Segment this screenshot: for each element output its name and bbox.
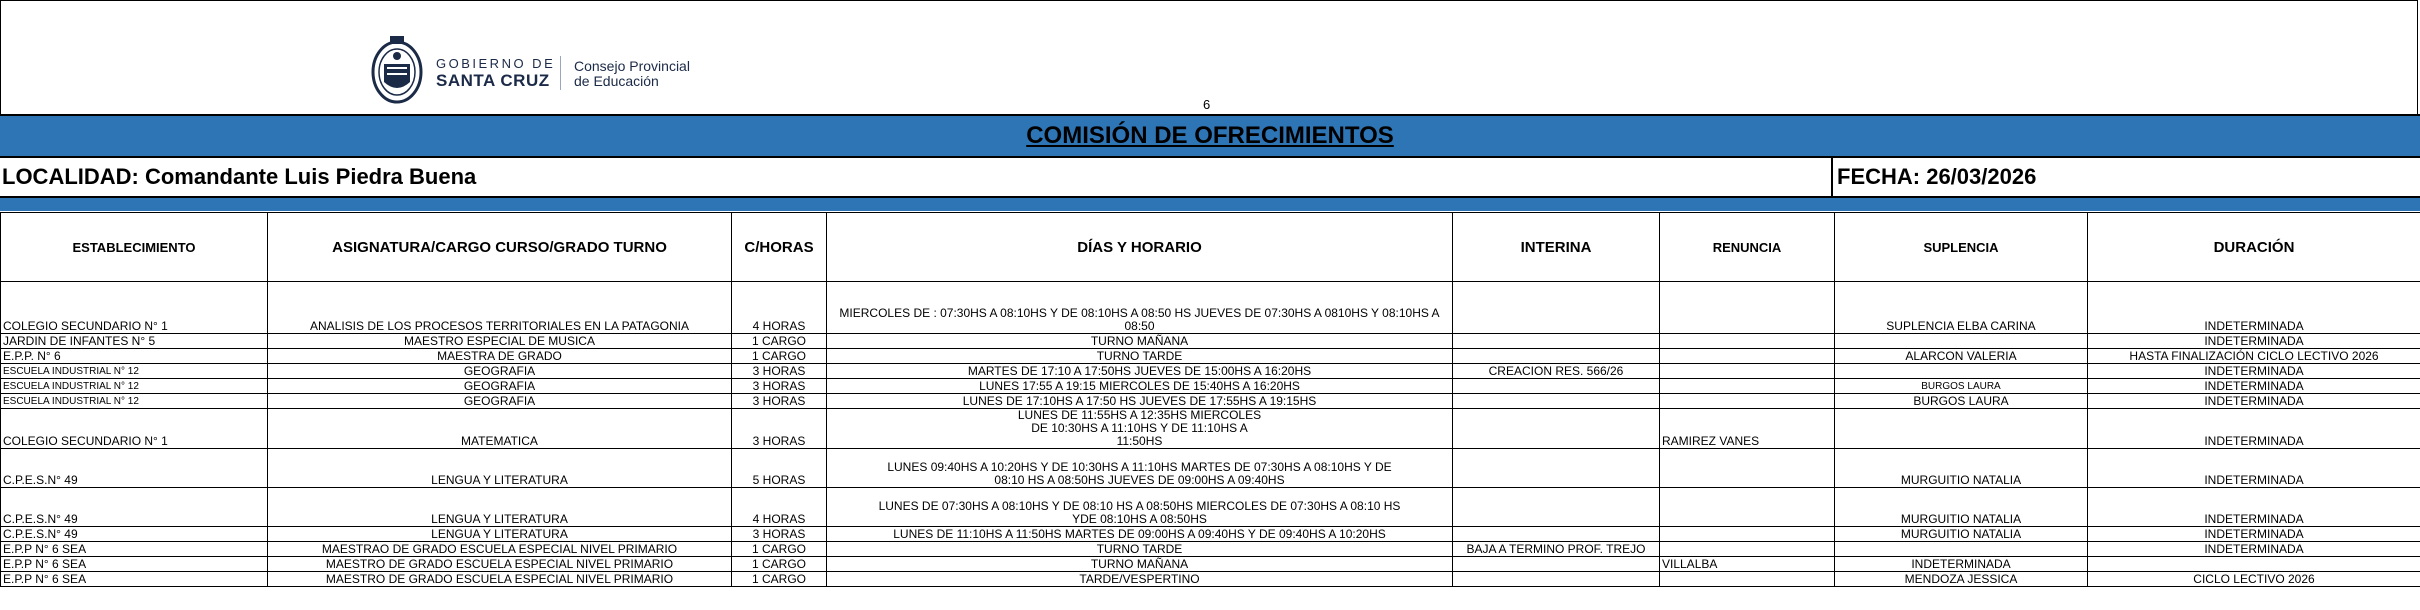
cell-asignatura: MAESTRA DE GRADO <box>268 349 732 364</box>
col-horario: DÍAS Y HORARIO <box>827 213 1453 282</box>
localidad-label: LOCALIDAD: Comandante Luis Piedra Buena <box>0 158 1833 196</box>
cell-duracion: INDETERMINADA <box>2088 379 2420 394</box>
cell-horario: TURNO MAÑANA <box>827 334 1453 349</box>
cell-establecimiento: E.P.P N° 6 SEA <box>1 557 268 572</box>
cell-establecimiento: ESCUELA INDUSTRIAL N° 12 <box>1 364 268 379</box>
table-row <box>1 282 2420 334</box>
table-row <box>1 379 2420 394</box>
cell-asignatura: LENGUA Y LITERATURA <box>268 449 732 488</box>
cell-renuncia <box>1660 282 1835 334</box>
cell-horas: 1 CARGO <box>732 572 827 587</box>
cell-renuncia: RAMIREZ VANES <box>1660 409 1835 449</box>
table-row <box>1 449 2420 488</box>
cell-establecimiento: E.P.P N° 6 SEA <box>1 542 268 557</box>
cell-horas: 4 HORAS <box>732 488 827 527</box>
cell-renuncia <box>1660 542 1835 557</box>
cell-establecimiento: COLEGIO SECUNDARIO N° 1 <box>1 282 268 334</box>
header-frame <box>0 0 2418 114</box>
cell-duracion: INDETERMINADA <box>2088 282 2420 334</box>
cell-asignatura: MAESTRO DE GRADO ESCUELA ESPECIAL NIVEL PRIMARIO <box>268 572 732 587</box>
cell-suplencia <box>1835 334 2088 349</box>
consejo-label: Consejo Provincial <box>574 58 690 74</box>
cell-renuncia <box>1660 334 1835 349</box>
cell-asignatura: MATEMATICA <box>268 409 732 449</box>
cell-interina <box>1453 282 1660 334</box>
cell-renuncia <box>1660 449 1835 488</box>
col-suplencia: SUPLENCIA <box>1835 213 2088 282</box>
cell-asignatura: GEOGRAFIA <box>268 379 732 394</box>
cell-asignatura: GEOGRAFIA <box>268 394 732 409</box>
cell-renuncia <box>1660 364 1835 379</box>
cell-suplencia <box>1835 364 2088 379</box>
cell-horas: 1 CARGO <box>732 349 827 364</box>
fecha-label: FECHA: 26/03/2026 <box>1837 164 2037 189</box>
cell-horas: 1 CARGO <box>732 334 827 349</box>
cell-asignatura: GEOGRAFIA <box>268 364 732 379</box>
offers-table <box>0 212 2420 587</box>
cell-horas: 5 HORAS <box>732 449 827 488</box>
cell-duracion: INDETERMINADA <box>2088 527 2420 542</box>
cell-horas: 1 CARGO <box>732 557 827 572</box>
cell-asignatura: MAESTRO ESPECIAL DE MUSICA <box>268 334 732 349</box>
cell-suplencia <box>1835 542 2088 557</box>
cell-establecimiento: E.P.P. N° 6 <box>1 349 268 364</box>
cell-horas: 3 HORAS <box>732 409 827 449</box>
col-duracion: DURACIÓN <box>2088 213 2420 282</box>
table-row <box>1 542 2420 557</box>
table-row <box>1 364 2420 379</box>
cell-suplencia: ALARCON VALERIA <box>1835 349 2088 364</box>
cell-duracion: HASTA FINALIZACIÓN CICLO LECTIVO 2026 <box>2088 349 2420 364</box>
cell-interina <box>1453 334 1660 349</box>
cell-duracion: CICLO LECTIVO 2026 <box>2088 572 2420 587</box>
cell-horario: LUNES DE 11:55HS A 12:35HS MIERCOLES DE 10:30HS A 11:10HS Y DE 11:10HS A 11:50HS <box>827 409 1453 449</box>
cell-horario: LUNES DE 11:10HS A 11:50HS MARTES DE 09:00HS A 09:40HS Y DE 09:40HS A 10:20HS <box>827 527 1453 542</box>
col-establecimiento: ESTABLECIMIENTO <box>1 213 268 282</box>
blue-separator <box>0 198 2420 211</box>
cell-asignatura: MAESTRO DE GRADO ESCUELA ESPECIAL NIVEL PRIMARIO <box>268 557 732 572</box>
cell-suplencia: INDETERMINADA <box>1835 557 2088 572</box>
cell-establecimiento: COLEGIO SECUNDARIO N° 1 <box>1 409 268 449</box>
cell-asignatura: MAESTRAO DE GRADO ESCUELA ESPECIAL NIVEL PRIMARIO <box>268 542 732 557</box>
cell-suplencia: MURGUITIO NATALIA <box>1835 527 2088 542</box>
page-number: 6 <box>1203 97 1211 112</box>
cell-renuncia <box>1660 488 1835 527</box>
cell-horas: 3 HORAS <box>732 394 827 409</box>
table-row <box>1 557 2420 572</box>
cell-interina <box>1453 409 1660 449</box>
cell-suplencia: MURGUITIO NATALIA <box>1835 488 2088 527</box>
cell-horario: LUNES DE 17:10HS A 17:50 HS JUEVES DE 17:55HS A 19:15HS <box>827 394 1453 409</box>
cell-interina <box>1453 557 1660 572</box>
cell-asignatura: LENGUA Y LITERATURA <box>268 527 732 542</box>
table-header-row <box>1 213 2420 282</box>
cell-interina <box>1453 449 1660 488</box>
cell-interina <box>1453 527 1660 542</box>
cell-suplencia <box>1835 409 2088 449</box>
location-row <box>0 158 2420 198</box>
cell-renuncia: VILLALBA <box>1660 557 1835 572</box>
cell-suplencia: SUPLENCIA ELBA CARINA <box>1835 282 2088 334</box>
cell-horario: LUNES 17:55 A 19:15 MIERCOLES DE 15:40HS A 16:20HS <box>827 379 1453 394</box>
cell-interina <box>1453 394 1660 409</box>
cell-establecimiento: C.P.E.S.N° 49 <box>1 488 268 527</box>
cell-interina: CREACION RES. 566/26 <box>1453 364 1660 379</box>
cell-horario: TARDE/VESPERTINO <box>827 572 1453 587</box>
cell-duracion: INDETERMINADA <box>2088 542 2420 557</box>
cell-establecimiento: C.P.E.S.N° 49 <box>1 527 268 542</box>
col-interina: INTERINA <box>1453 213 1660 282</box>
col-asignatura: ASIGNATURA/CARGO CURSO/GRADO TURNO <box>268 213 732 282</box>
table-row <box>1 349 2420 364</box>
gobierno-label: GOBIERNO DE <box>436 56 556 71</box>
santa-cruz-label: SANTA CRUZ <box>436 71 550 90</box>
cell-renuncia <box>1660 527 1835 542</box>
cell-asignatura: ANALISIS DE LOS PROCESOS TERRITORIALES EN LA PATAGONIA <box>268 282 732 334</box>
cell-establecimiento: ESCUELA INDUSTRIAL N° 12 <box>1 379 268 394</box>
cell-suplencia: MURGUITIO NATALIA <box>1835 449 2088 488</box>
cell-horario: TURNO TARDE <box>827 349 1453 364</box>
cell-establecimiento: E.P.P N° 6 SEA <box>1 572 268 587</box>
cell-duracion: INDETERMINADA <box>2088 488 2420 527</box>
cell-interina: BAJA A TERMINO PROF. TREJO <box>1453 542 1660 557</box>
title-bar <box>0 114 2420 158</box>
cell-renuncia <box>1660 572 1835 587</box>
col-horas: C/HORAS <box>732 213 827 282</box>
cell-duracion: INDETERMINADA <box>2088 334 2420 349</box>
table-row <box>1 572 2420 587</box>
cell-horas: 3 HORAS <box>732 364 827 379</box>
cell-interina <box>1453 488 1660 527</box>
cell-duracion: INDETERMINADA <box>2088 394 2420 409</box>
cell-duracion: INDETERMINADA <box>2088 449 2420 488</box>
cell-interina <box>1453 349 1660 364</box>
table-row <box>1 527 2420 542</box>
table-row <box>1 394 2420 409</box>
cell-establecimiento: ESCUELA INDUSTRIAL N° 12 <box>1 394 268 409</box>
cell-horas: 4 HORAS <box>732 282 827 334</box>
cell-renuncia <box>1660 349 1835 364</box>
cell-establecimiento: C.P.E.S.N° 49 <box>1 449 268 488</box>
cell-renuncia <box>1660 394 1835 409</box>
cell-horas: 3 HORAS <box>732 379 827 394</box>
cell-suplencia: MENDOZA JESSICA <box>1835 572 2088 587</box>
cell-renuncia <box>1660 379 1835 394</box>
page-title: COMISIÓN DE OFRECIMIENTOS <box>1026 122 1394 149</box>
cell-asignatura: LENGUA Y LITERATURA <box>268 488 732 527</box>
cell-horario: LUNES DE 07:30HS A 08:10HS Y DE 08:10 HS A 08:50HS MIERCOLES DE 07:30HS A 08:10 HS YDE 08:10HS A 08:50HS <box>827 488 1453 527</box>
cell-interina <box>1453 379 1660 394</box>
cell-horario: LUNES 09:40HS A 10:20HS Y DE 10:30HS A 11:10HS MARTES DE 07:30HS A 08:10HS Y DE 08:10 HS A 08:50HS JUEVES DE 09:00HS A 09:40HS <box>827 449 1453 488</box>
table-row <box>1 334 2420 349</box>
cell-horas: 3 HORAS <box>732 527 827 542</box>
cell-duracion: INDETERMINADA <box>2088 409 2420 449</box>
cell-horario: MIERCOLES DE : 07:30HS A 08:10HS Y DE 08:10HS A 08:50 HS JUEVES DE 07:30HS A 0810HS Y 08:10HS A 08:50 <box>827 282 1453 334</box>
table-row <box>1 488 2420 527</box>
cell-interina <box>1453 572 1660 587</box>
cell-suplencia: BURGOS LAURA <box>1835 379 2088 394</box>
cell-horas: 1 CARGO <box>732 542 827 557</box>
cell-horario: MARTES DE 17:10 A 17:50HS JUEVES DE 15:00HS A 16:20HS <box>827 364 1453 379</box>
cell-horario: TURNO TARDE <box>827 542 1453 557</box>
cell-establecimiento: JARDIN DE INFANTES N° 5 <box>1 334 268 349</box>
cell-duracion <box>2088 557 2420 572</box>
table-row <box>1 409 2420 449</box>
cell-duracion: INDETERMINADA <box>2088 364 2420 379</box>
consejo-label-2: de Educación <box>574 73 659 89</box>
cell-horario: TURNO MAÑANA <box>827 557 1453 572</box>
cell-suplencia: BURGOS LAURA <box>1835 394 2088 409</box>
col-renuncia: RENUNCIA <box>1660 213 1835 282</box>
